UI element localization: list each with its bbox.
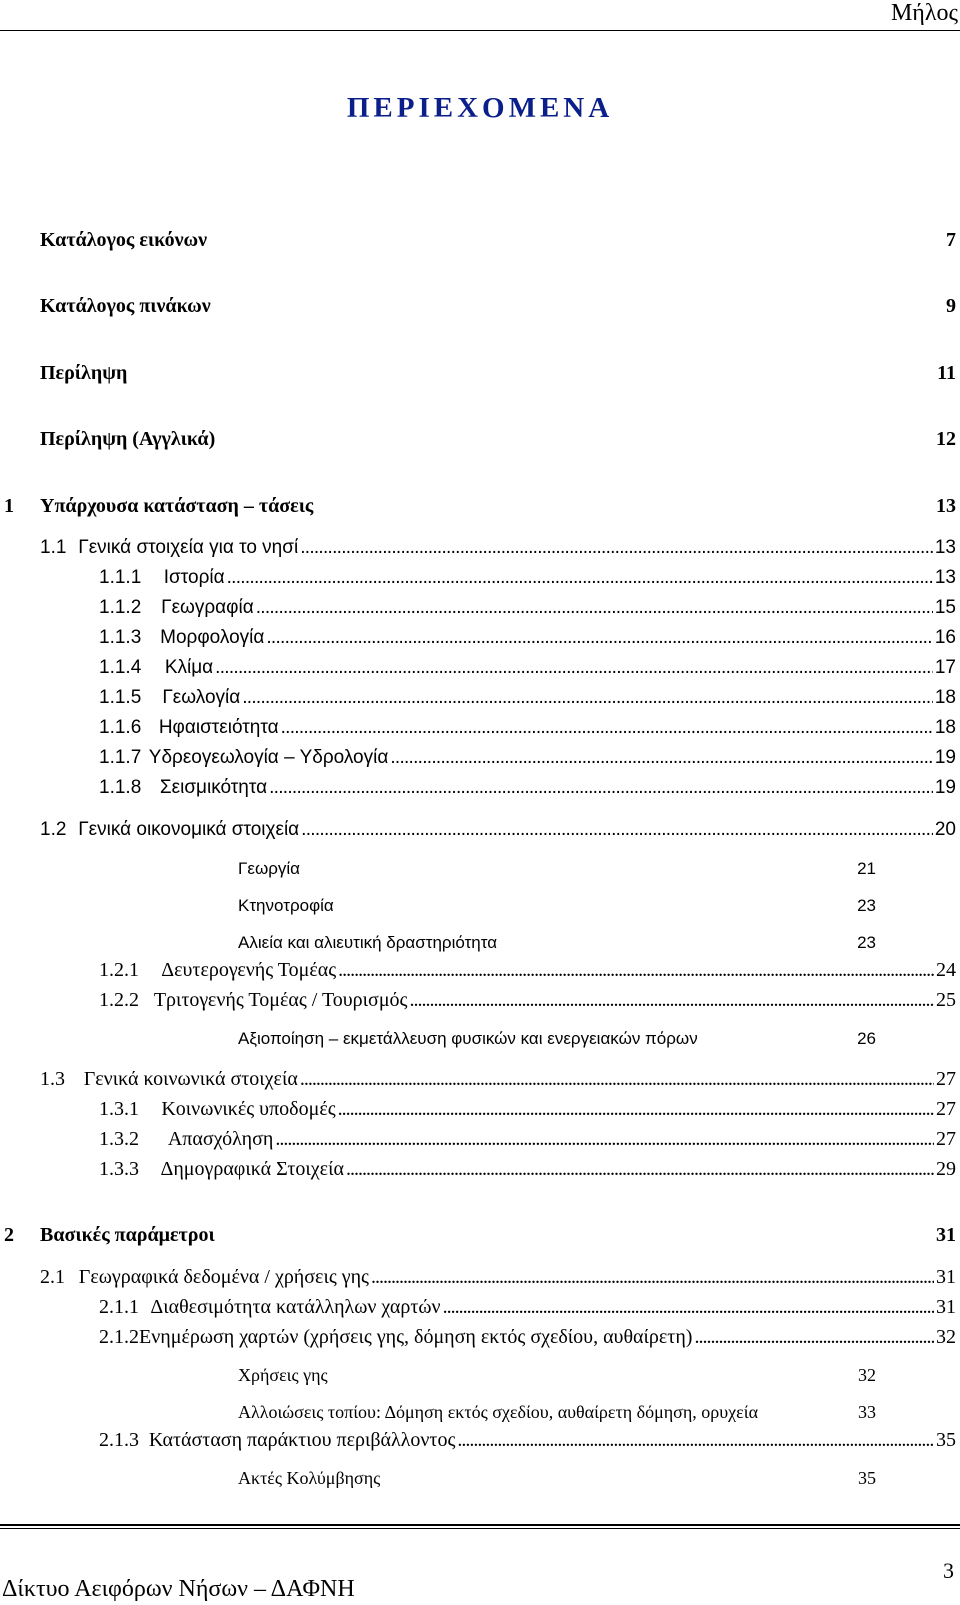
toc-entry[interactable] — [40, 1264, 956, 1290]
toc-entry-number: 1.1.3 — [99, 627, 142, 648]
toc-entry-number: 1 — [4, 495, 14, 517]
toc-entry-title: Γενικά κοινωνικά στοιχεία — [83, 1068, 298, 1090]
footer-publisher: Δίκτυο Αειφόρων Νήσων – ΔΑΦΝΗ — [2, 1576, 355, 1602]
toc-entry-title: Απασχόληση — [167, 1128, 274, 1150]
toc-entry[interactable] — [99, 655, 956, 681]
toc-entry[interactable] — [4, 493, 956, 519]
dot-leader — [269, 775, 933, 801]
dot-leader — [443, 1294, 934, 1320]
dot-leader — [371, 1264, 934, 1290]
dot-leader — [409, 987, 934, 1013]
toc-entry[interactable] — [99, 595, 956, 621]
dot-leader — [256, 595, 933, 621]
toc-entry-page: 23 — [857, 896, 876, 915]
toc-entry[interactable] — [99, 1324, 956, 1350]
toc-entry-page: 11 — [937, 362, 956, 384]
toc-entry[interactable] — [238, 856, 876, 882]
running-header: Μήλος — [890, 0, 958, 26]
toc-entry-page: 32 — [858, 1365, 876, 1385]
dot-leader — [301, 817, 933, 843]
toc-entry-number: 1.1 — [40, 537, 67, 558]
toc-entry-page: 24 — [936, 959, 956, 981]
toc-entry[interactable] — [4, 293, 956, 319]
toc-entry-title: Κατάσταση παράκτιου περιβάλλοντος — [148, 1429, 456, 1451]
toc-entry-title: Διαθεσιμότητα κατάλληλων χαρτών — [150, 1296, 441, 1318]
toc-entry-number: 1.3.1 — [99, 1098, 139, 1120]
toc-entry-page: 12 — [936, 428, 956, 450]
toc-entry[interactable] — [99, 775, 956, 801]
toc-entry-title: Ηφαιστειότητα — [158, 717, 279, 738]
toc-entry-number: 1.1.4 — [99, 657, 142, 678]
toc-entry-title: Περίληψη (Αγγλικά) — [40, 428, 216, 450]
toc-entry-title: Δημογραφικά Στοιχεία — [160, 1158, 344, 1180]
toc-entry[interactable] — [99, 957, 956, 983]
toc-entry-number: 1.1.5 — [99, 687, 142, 708]
toc-entry-title: Ιστορία — [163, 567, 225, 588]
toc-entry-page: 33 — [858, 1402, 876, 1422]
toc-entry[interactable] — [99, 565, 956, 591]
toc-entry[interactable] — [99, 685, 956, 711]
toc-entry-number: 1.1.7 — [99, 747, 142, 768]
dot-leader — [300, 1066, 934, 1092]
toc-entry[interactable] — [99, 715, 956, 741]
toc-entry-title: Δευτερογενής Τομέας — [161, 959, 337, 981]
dot-leader — [300, 535, 933, 561]
toc-entry-title: Σεισμικότητα — [159, 777, 268, 798]
toc-entry-title: Γεωγραφικά δεδομένα / χρήσεις γης — [78, 1266, 369, 1288]
toc-entry[interactable] — [238, 930, 876, 956]
toc-entry-page: 9 — [946, 295, 956, 317]
dot-leader — [457, 1427, 934, 1453]
toc-entry-title: Υδρεογεωλογία – Υδρολογία — [148, 747, 389, 768]
toc-entry-page: 19 — [934, 777, 956, 798]
toc-entry[interactable] — [40, 817, 956, 843]
toc-entry-title: Τριτογενής Τομέας / Τουρισμός — [153, 989, 408, 1011]
toc-entry-page: 18 — [934, 687, 956, 708]
toc-entry-page: 13 — [934, 537, 956, 558]
toc-entry[interactable] — [4, 1222, 956, 1248]
dot-leader — [281, 715, 933, 741]
toc-entry[interactable] — [99, 625, 956, 651]
toc-entry-title: Κατάλογος πινάκων — [40, 295, 211, 317]
toc-entry[interactable] — [40, 535, 956, 561]
toc-entry-page: 31 — [936, 1224, 956, 1246]
toc-entry-title: Αξιοποίηση – εκμετάλλευση φυσικών και ενεργειακών πόρων — [238, 1029, 698, 1048]
toc-entry-title: Γενικά οικονομικά στοιχεία — [78, 819, 300, 840]
toc-entry-title: Κλίμα — [164, 657, 214, 678]
toc-entry[interactable] — [99, 1294, 956, 1320]
toc-entry-number: 2.1.3 — [99, 1429, 139, 1451]
dot-leader — [390, 745, 933, 771]
toc-entry[interactable] — [99, 745, 956, 771]
toc-entry[interactable] — [4, 360, 956, 386]
dot-leader — [227, 565, 933, 591]
toc-entry-title: Μορφολογία — [160, 627, 265, 648]
toc-entry-page: 15 — [934, 597, 956, 618]
toc-entry-page: 26 — [857, 1029, 876, 1048]
toc-entry[interactable] — [99, 1427, 956, 1453]
toc-entry-number: 1.3.3 — [99, 1158, 139, 1180]
toc-entry-page: 16 — [934, 627, 956, 648]
toc-entry-title: Αλιεία και αλιευτική δραστηριότητα — [238, 933, 498, 952]
toc-entry-page: 19 — [934, 747, 956, 768]
toc-entry-number: 1.1.2 — [99, 597, 142, 618]
toc-entry-page: 25 — [936, 989, 956, 1011]
toc-entry[interactable] — [99, 1126, 956, 1152]
toc-entry-page: 27 — [936, 1068, 956, 1090]
dot-leader — [346, 1156, 934, 1182]
page-title: ΠΕΡΙΕΧΟΜΕΝΑ — [346, 92, 614, 124]
toc-entry[interactable] — [238, 893, 876, 919]
toc-entry-number: 2.1.1 — [99, 1296, 139, 1318]
toc-entry-title: Γενικά στοιχεία για το νησί — [78, 537, 299, 558]
toc-entry-page: 7 — [946, 229, 956, 251]
toc-entry[interactable] — [4, 426, 956, 452]
toc-entry-title: Ακτές Κολύμβησης — [238, 1468, 381, 1488]
dot-leader — [215, 655, 933, 681]
dot-leader — [242, 685, 933, 711]
toc-entry-number: 1.2.1 — [99, 959, 139, 981]
toc-entry-page: 18 — [934, 717, 956, 738]
dot-leader — [275, 1126, 934, 1152]
toc-entry-title: Αλλοιώσεις τοπίου: Δόμηση εκτός σχεδίου, αυθαίρετη δόμηση, ορυχεία — [238, 1402, 758, 1422]
toc-entry-page: 21 — [857, 859, 876, 878]
toc-entry-number: 2 — [4, 1224, 14, 1246]
toc-entry-page: 35 — [936, 1429, 956, 1451]
toc-entry-title: Γεωγραφία — [161, 597, 254, 618]
dot-leader — [694, 1324, 934, 1350]
toc-entry-page: 13 — [934, 567, 956, 588]
toc-entry-number: 1.1.1 — [99, 567, 142, 588]
footer-rule — [0, 1524, 960, 1526]
toc-entry[interactable] — [99, 1156, 956, 1182]
footer-rule-thin — [0, 1528, 960, 1529]
toc-entry-page: 31 — [936, 1266, 956, 1288]
toc-entry-title: Ενημέρωση χαρτών (χρήσεις γης, δόμηση εκτός σχεδίου, αυθαίρετη) — [139, 1326, 693, 1348]
toc-entry[interactable] — [40, 1066, 956, 1092]
toc-entry-number: 1.1.6 — [99, 717, 142, 738]
dot-leader — [266, 625, 933, 651]
toc-entry-title: Περίληψη — [40, 362, 128, 384]
toc-entry-page: 32 — [936, 1326, 956, 1348]
toc-entry-number: 1.2 — [40, 819, 67, 840]
toc-entry-page: 17 — [934, 657, 956, 678]
toc-entry-number: 2.1.2 — [99, 1326, 139, 1348]
toc-entry-page: 27 — [936, 1098, 956, 1120]
toc-entry[interactable] — [99, 1096, 956, 1122]
toc-entry[interactable] — [99, 987, 956, 1013]
toc-entry-title: Γεωλογία — [162, 687, 241, 708]
toc-entry-page: 13 — [936, 495, 956, 517]
toc-entry-number: 1.2.2 — [99, 989, 139, 1011]
toc-entry-title: Γεωργία — [238, 859, 300, 878]
toc-entry[interactable] — [238, 1399, 876, 1425]
toc-entry-title: Υπάρχουσα κατάσταση – τάσεις — [40, 495, 314, 517]
toc-entry-title: Βασικές παράμετροι — [40, 1224, 215, 1246]
toc-entry-page: 29 — [936, 1158, 956, 1180]
dot-leader — [338, 957, 934, 983]
toc-entry-page: 35 — [858, 1468, 876, 1488]
toc-entry-title: Χρήσεις γης — [238, 1365, 328, 1385]
toc-entry-title: Κτηνοτροφία — [238, 896, 334, 915]
toc-entry-number: 1.3 — [40, 1068, 65, 1090]
toc-entry-number: 1.3.2 — [99, 1128, 139, 1150]
dot-leader — [338, 1096, 934, 1122]
page-number: 3 — [943, 1558, 954, 1583]
toc-entry[interactable] — [238, 1362, 876, 1388]
toc-entry[interactable] — [238, 1026, 876, 1052]
toc-entry-title: Κοινωνικές υποδομές — [161, 1098, 336, 1120]
toc-entry[interactable] — [4, 227, 956, 253]
toc-entry-page: 23 — [857, 933, 876, 952]
toc-entry[interactable] — [238, 1465, 876, 1491]
toc-entry-page: 20 — [934, 819, 956, 840]
toc-entry-number: 2.1 — [40, 1266, 65, 1288]
toc-entry-page: 31 — [936, 1296, 956, 1318]
toc-entry-title: Κατάλογος εικόνων — [40, 229, 208, 251]
toc-entry-number: 1.1.8 — [99, 777, 142, 798]
toc-entry-page: 27 — [936, 1128, 956, 1150]
